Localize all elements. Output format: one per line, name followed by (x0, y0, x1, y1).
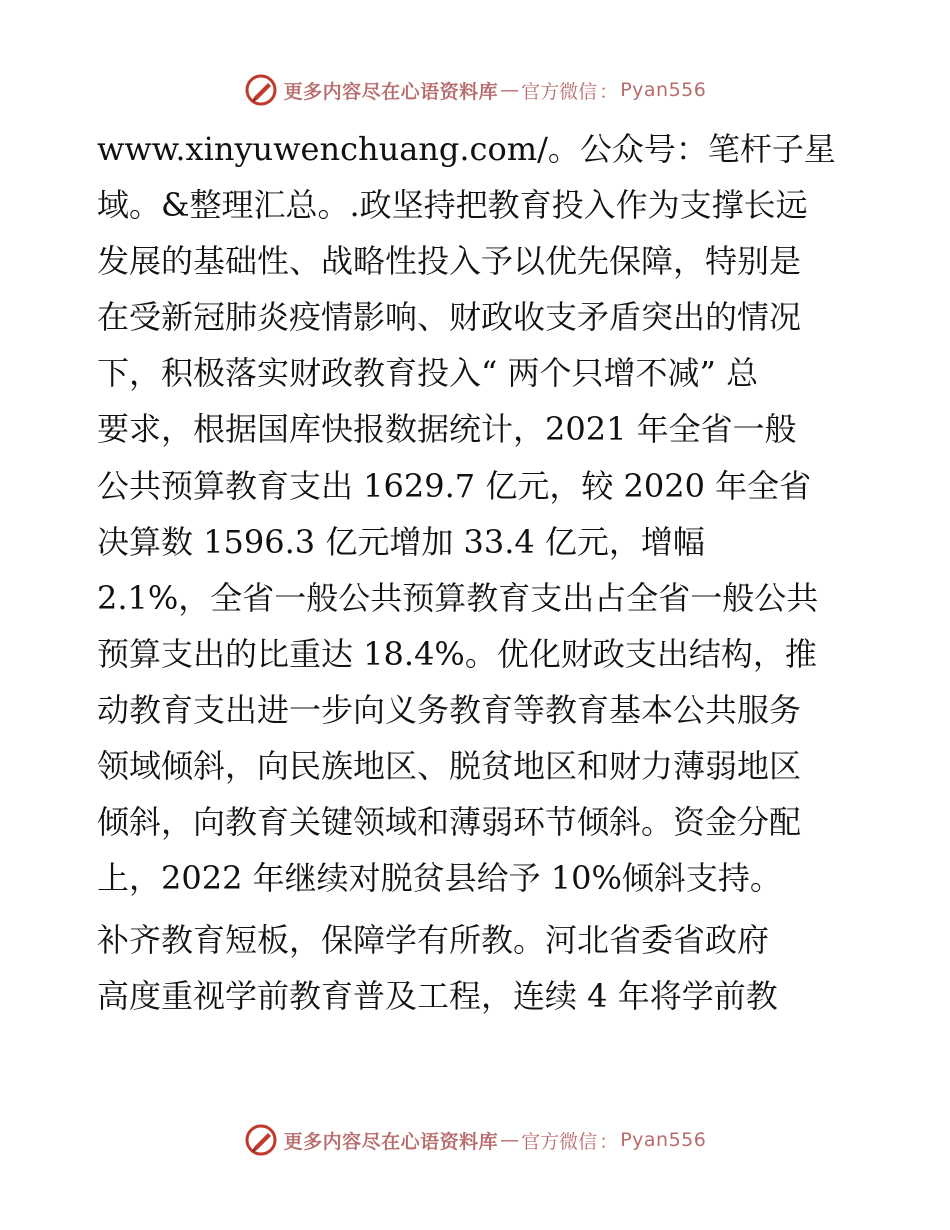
text-line: 领域倾斜，向民族地区、脱贫地区和财力薄弱地区 (97, 747, 802, 786)
banner-wechat-id: Pyan556 (620, 79, 707, 101)
paragraph (97, 121, 857, 906)
text-line: 预算支出的比重达 18.4%。优化财政支出结构，推 (97, 634, 817, 673)
text-line: 公共预算教育支出 1629.7 亿元，较 2020 年全省 (97, 466, 812, 505)
pen-logo-icon (244, 73, 278, 107)
text-line: 倾斜，向教育关键领域和薄弱环节倾斜。资金分配 (97, 803, 802, 842)
text-line: 2.1%，全省一般公共预算教育支出占全省一般公共 (97, 578, 819, 617)
banner-label: 官方微信 (521, 1130, 598, 1153)
banner-wechat-id: Pyan556 (620, 1129, 707, 1151)
banner-label: 官方微信 (521, 80, 598, 103)
text-line: 上，2022 年继续对脱贫县给予 10%倾斜支持。 (97, 859, 782, 898)
banner-slogan: 更多内容尽在心语资料库 (283, 80, 499, 103)
banner-dash: — (500, 1129, 520, 1151)
text-line: 决算数 1596.3 亿元增加 33.4 亿元，增幅 (97, 522, 705, 561)
text-line: 动教育支出进一步向义务教育等教育基本公共服务 (97, 690, 802, 729)
banner-separator: ： (599, 80, 619, 103)
banner-dash: — (500, 79, 520, 101)
document-body (97, 121, 857, 1025)
text-line: 高度重视学前教育普及工程，连续 4 年将学前教 (97, 977, 778, 1016)
text-line: 要求，根据国库快报数据统计，2021 年全省一般 (97, 410, 797, 449)
text-line: 在受新冠肺炎疫情影响、财政收支矛盾突出的情况 (97, 298, 802, 337)
footer-banner (0, 1120, 950, 1160)
banner-slogan: 更多内容尽在心语资料库 (283, 1130, 499, 1153)
paragraph (97, 912, 857, 1024)
pen-logo-icon (244, 1123, 278, 1157)
header-banner (0, 70, 950, 110)
text-line: 发展的基础性、战略性投入予以优先保障，特别是 (97, 242, 802, 281)
text-line: www.xinyuwenchuang.com/。公众号：笔杆子星 (97, 130, 836, 168)
text-line: 域。&整理汇总。.政坚持把教育投入作为支撑长远 (97, 186, 808, 225)
text-line: 下，积极落实财政教育投入“ 两个只增不减” 总 (97, 354, 759, 393)
text-line: 补齐教育短板，保障学有所教。河北省委省政府 (97, 921, 770, 960)
banner-separator: ： (599, 1130, 619, 1153)
